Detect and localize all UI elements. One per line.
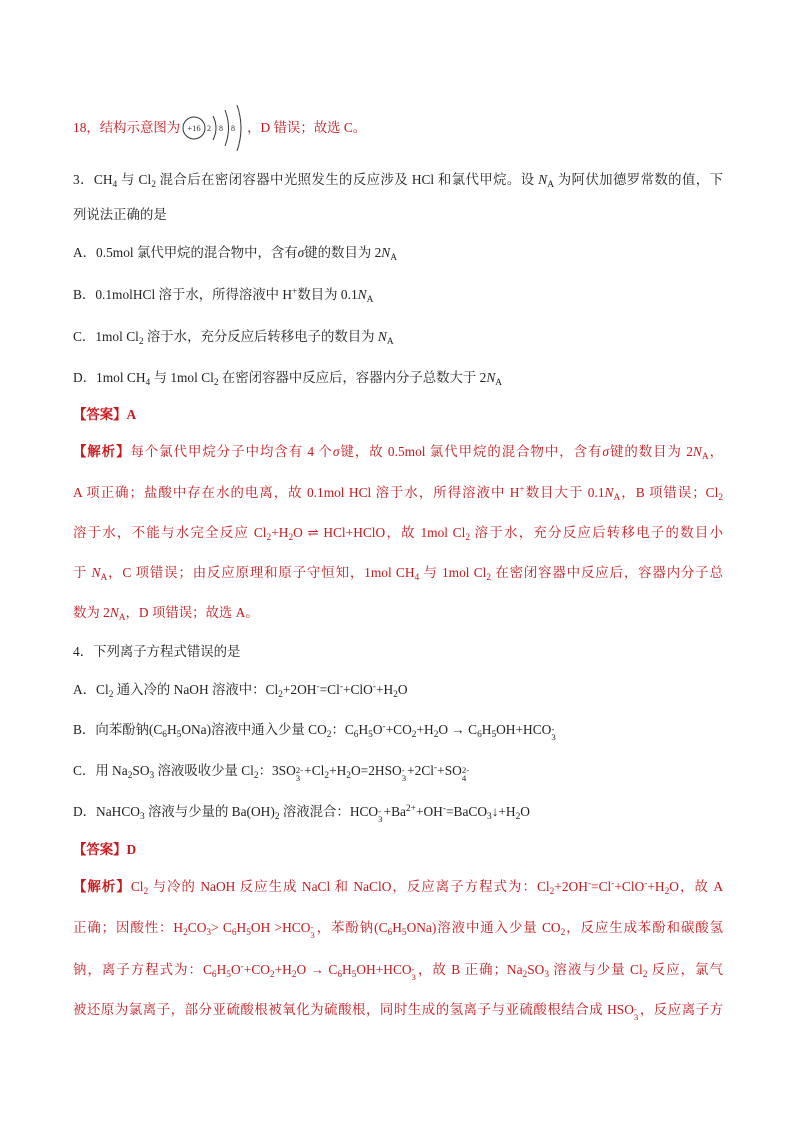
bold-label: 【解析】	[73, 879, 131, 894]
q4-analysis-line-2	[73, 918, 724, 941]
previous-analysis-tail	[73, 105, 723, 151]
text-run: =Cl	[591, 879, 612, 894]
subscript: 6	[353, 730, 359, 740]
text-run: ：C	[331, 722, 354, 737]
superscript: -	[339, 682, 343, 693]
subscript: 2	[549, 887, 555, 897]
subscript: A	[701, 452, 709, 462]
subscript: 3	[544, 970, 550, 980]
q3-analysis-line-2	[73, 483, 723, 503]
q4-option-b	[73, 720, 723, 743]
text-run: OH+HCO	[356, 962, 412, 977]
text-run: +CO	[243, 962, 270, 977]
text-run: 数目为 0.1	[297, 287, 358, 302]
stacked-superscript: 2-	[461, 765, 470, 776]
text-run: ，B 项错误；Cl	[620, 485, 719, 500]
subscript: 2	[143, 887, 149, 897]
text-run: > C	[211, 920, 232, 935]
subscript: 2	[291, 970, 297, 980]
text-run: ，故 B 正确；Na	[416, 962, 523, 977]
text-run: 溶液吸收少量 Cl	[154, 763, 254, 778]
text-run: =BaCO	[445, 804, 487, 819]
bold-label: 【答案】D	[73, 842, 137, 857]
stacked-superscript: 2-	[295, 765, 304, 776]
subscript: A	[366, 295, 374, 305]
stacked-subscript: 3	[378, 814, 383, 825]
subscript: A	[118, 613, 126, 623]
subscript: 6	[337, 970, 343, 980]
shell-1-arc	[213, 116, 216, 140]
q3-analysis-line-4	[73, 563, 723, 583]
text-run: +H	[416, 722, 434, 737]
text-run: SO	[527, 962, 545, 977]
stacked-subscript: 4	[461, 773, 467, 784]
superscript: 2+	[405, 804, 416, 815]
text-run: O → C	[296, 962, 338, 977]
text-run: 键的数目为 2	[609, 444, 693, 459]
text-run: +H	[647, 879, 665, 894]
text-run: ，	[708, 444, 724, 459]
text-run: O ⇌ HCl+HClO，故 1mol Cl	[293, 525, 466, 540]
stacked-superscript: -	[551, 724, 555, 735]
text-run: O → C	[438, 722, 478, 737]
subscript: 2	[127, 771, 133, 781]
subscript: 3	[149, 771, 155, 781]
text-run: ONa)溶液中通入少量 CO	[181, 722, 327, 737]
sub-sup-stack	[310, 924, 314, 940]
subscript: A	[100, 573, 108, 583]
superscript: -	[434, 763, 438, 774]
stacked-superscript: -	[310, 922, 314, 933]
subscript: 6	[231, 928, 237, 938]
subscript: 2	[213, 378, 219, 388]
text-run: ↓+H	[491, 804, 516, 819]
text-run: SO	[132, 763, 150, 778]
text-run: ONa)溶液中通入少量 CO	[406, 920, 561, 935]
text-run: 与冷的 NaOH 反应生成 NaCl 和 NaClO，反应离子方程式为：Cl	[148, 879, 550, 894]
subscript: 2	[326, 730, 332, 740]
subscript: A	[386, 337, 394, 347]
stacked-superscript: -	[401, 765, 405, 776]
text-run: 溶液与少量 Cl	[549, 962, 643, 977]
text-run: ，苯酚钠(C	[315, 920, 388, 935]
text-run: 溶于水，不能与水完全反应 Cl	[73, 525, 267, 540]
shell-2-arc	[225, 110, 229, 146]
subscript: A	[495, 378, 503, 388]
italic-symbol: σ	[602, 444, 609, 459]
text-run: +OH	[415, 804, 443, 819]
italic-symbol: σ	[297, 245, 305, 260]
superscript: -	[611, 879, 615, 890]
italic-symbol: N	[486, 370, 496, 385]
subscript: 3	[487, 812, 492, 822]
text-run: +2Cl	[407, 763, 435, 778]
subscript: 5	[176, 730, 182, 740]
stacked-superscript: -	[411, 964, 415, 975]
q3-stem-line-1	[73, 170, 723, 190]
subscript: 2	[108, 690, 114, 700]
subscript: 2	[411, 730, 417, 740]
sub-sup-stack	[296, 767, 303, 783]
superscript: +	[292, 287, 298, 298]
text-run: ，C 项错误；由反应原理和原子守恒知，1mol CH	[107, 565, 415, 580]
text-run: 4．下列离子方程式错误的是	[73, 644, 241, 659]
q4-analysis-line-1	[73, 877, 723, 897]
intro-text-after: ，D 错误；故选 C。	[247, 120, 367, 135]
text-run: 与 Cl	[117, 172, 152, 187]
subscript: 2	[560, 928, 566, 938]
text-run: 在密闭容器中反应后，容器内分子总数大于 2	[218, 370, 487, 385]
subscript: A	[547, 180, 554, 190]
subscript: 2	[288, 533, 294, 543]
text-run: D．NaHCO	[73, 804, 140, 819]
sub-sup-stack	[412, 966, 416, 982]
stacked-superscript: -	[378, 806, 382, 817]
stacked-subscript: 3	[411, 972, 416, 983]
text-run: H	[236, 920, 247, 935]
text-run: 溶液混合：HCO	[279, 804, 379, 819]
text-run: 正确；因酸性：H	[73, 920, 184, 935]
text-run: 与 1mol Cl	[150, 370, 214, 385]
q4-stem	[73, 642, 723, 662]
text-run: +2OH	[554, 879, 588, 894]
subscript: 6	[162, 730, 167, 740]
subscript: 3	[206, 928, 212, 938]
text-run: Cl	[130, 879, 144, 894]
q4-option-a	[73, 680, 723, 700]
italic-symbol: N	[692, 444, 702, 459]
text-run: 混合后在密闭容器中光照发生的反应涉及 HCl 和氯代甲烷。设	[155, 172, 539, 187]
subscript: 5	[351, 970, 357, 980]
stacked-subscript: 3	[310, 930, 315, 941]
shell-1-electron-count: 2	[207, 124, 212, 133]
text-run: +H	[375, 682, 394, 697]
text-run: 溶于水，充分反应后转移电子的数目为	[143, 329, 378, 344]
text-run: +2OH	[282, 682, 317, 697]
subscript: 5	[491, 730, 497, 740]
text-run: O	[372, 722, 383, 737]
subscript: 2	[274, 812, 280, 822]
subscript: 2	[266, 533, 272, 543]
subscript: 2	[278, 690, 283, 700]
text-run: C．用 Na	[73, 763, 128, 778]
stacked-subscript: 3	[401, 773, 407, 784]
shell-3-arc	[237, 105, 241, 151]
subscript: 2	[151, 180, 156, 190]
text-run: A．0.5mol 氯代甲烷的混合物中，含有	[73, 245, 298, 260]
text-run: ，D 项错误；故选 A。	[125, 605, 259, 620]
intro-text-before: 18，结构示意图为	[73, 120, 181, 135]
subscript: 5	[226, 970, 231, 980]
q4-analysis-line-3	[73, 960, 723, 983]
italic-symbol: N	[91, 565, 101, 580]
subscript: A	[390, 253, 397, 263]
subscript: 2	[515, 812, 521, 822]
text-run: D．1mol CH	[73, 370, 146, 385]
q3-analysis-line-5	[73, 603, 723, 623]
text-run: O	[230, 962, 241, 977]
text-run: ：3SO	[258, 763, 296, 778]
text-run: =Cl	[319, 682, 340, 697]
text-run: C．1mol Cl	[73, 329, 139, 344]
subscript: 4	[414, 573, 420, 583]
subscript: 2	[253, 771, 259, 781]
italic-symbol: σ	[332, 444, 340, 459]
subscript: 2	[522, 970, 528, 980]
text-run: H	[166, 722, 177, 737]
text-run: +SO	[437, 763, 462, 778]
text-run: 与 1mol Cl	[419, 565, 487, 580]
text-run: A．Cl	[73, 682, 109, 697]
text-run: H	[342, 962, 352, 977]
subscript: 2	[433, 730, 439, 740]
text-run: 在密闭容器中反应后，容器内分子总	[491, 565, 723, 580]
italic-symbol: N	[377, 329, 387, 344]
atomic-structure-diagram	[182, 104, 246, 152]
text-run: 被还原为氯离子，部分亚硫酸根被氧化为硫酸根，同时生成的氢离子与亚硫酸根结合成 HSO	[73, 1002, 634, 1017]
q3-option-b	[73, 285, 723, 305]
text-run: 反应，氯气	[647, 962, 723, 977]
subscript: 2	[642, 970, 648, 980]
text-run: 键的数目为 2	[304, 245, 382, 260]
text-run: 数目大于 0.1	[524, 485, 605, 500]
q3-analysis-line-3	[73, 523, 723, 543]
subscript: 6	[211, 970, 217, 980]
text-run: H	[481, 722, 492, 737]
q4-answer	[73, 840, 723, 860]
text-run: +Ba	[383, 804, 406, 819]
stacked-subscript: 3	[295, 773, 301, 784]
text-run: O	[397, 682, 408, 697]
text-run: 溶液与少量的 Ba(OH)	[144, 804, 275, 819]
text-run: B．0.1molHCl 溶于水，所得溶液中 H	[73, 287, 293, 302]
superscript: -	[442, 804, 446, 815]
sub-sup-stack	[634, 1006, 638, 1022]
text-run: 钠，离子方程式为：C	[73, 962, 212, 977]
text-run: 通入冷的 NaOH 溶液中：Cl	[113, 682, 279, 697]
subscript: 5	[246, 928, 251, 938]
text-run: H	[358, 722, 369, 737]
text-run: O，故 A	[669, 879, 723, 894]
text-run: 溶于水，充分反应后转移电子的数目小	[470, 525, 723, 540]
q3-option-a	[73, 243, 723, 263]
subscript: 6	[477, 730, 482, 740]
sub-sup-stack	[378, 808, 382, 824]
q3-answer	[73, 405, 723, 425]
text-run: H	[216, 962, 227, 977]
italic-symbol: N	[381, 245, 391, 260]
text-run: +H	[274, 962, 292, 977]
text-run: 每个氯代甲烷分子中均含有 4 个	[130, 444, 333, 459]
text-run: H	[392, 920, 402, 935]
superscript: -	[382, 722, 386, 733]
italic-symbol: N	[357, 287, 367, 302]
q3-analysis-line-1	[73, 442, 723, 462]
q4-option-d	[73, 802, 723, 825]
subscript: 2	[269, 970, 275, 980]
text-run: B．向苯酚钠(C	[73, 722, 163, 737]
subscript: 2	[393, 690, 398, 700]
text-run: 于	[73, 565, 92, 580]
q3-option-c	[73, 327, 723, 347]
subscript: 2	[183, 928, 188, 938]
text-run: +ClO	[342, 682, 373, 697]
text-run: ，反应生成苯酚和碳酸氢	[565, 920, 724, 935]
superscript: -	[240, 962, 244, 973]
bold-label: 【答案】A	[73, 407, 137, 422]
bold-label: 【解析】	[73, 444, 131, 459]
subscript: 2	[718, 493, 724, 503]
superscript: -	[372, 682, 376, 693]
q3-stem-line-2	[73, 205, 723, 225]
text-run: 键，故 0.5mol 氯代甲烷的混合物中，含有	[339, 444, 603, 459]
text-run: +H	[329, 763, 347, 778]
superscript: -	[316, 682, 320, 693]
subscript: 4	[145, 378, 151, 388]
sub-sup-stack	[551, 726, 555, 742]
text-run: ，反应离子方	[639, 1002, 723, 1017]
text-run: +H	[271, 525, 289, 540]
subscript: 5	[368, 730, 373, 740]
text-run: O=2HSO	[350, 763, 402, 778]
text-run: OH+HCO	[496, 722, 552, 737]
stacked-subscript: 3	[551, 732, 556, 743]
superscript: -	[644, 879, 648, 890]
nucleus-charge: +16	[187, 123, 201, 133]
stacked-superscript: -	[633, 1004, 637, 1015]
q4-analysis-line-4	[73, 1000, 723, 1023]
text-run: A 项正确；盐酸中存在水的电离，故 0.1mol HCl 溶于水，所得溶液中 H	[73, 485, 520, 500]
q4-option-c	[73, 761, 723, 784]
stacked-subscript: 3	[633, 1012, 639, 1023]
text-run: +ClO	[614, 879, 645, 894]
superscript: +	[519, 485, 525, 496]
subscript: 2	[465, 533, 470, 543]
text-run: O	[520, 804, 530, 819]
subscript: 3	[139, 812, 145, 822]
italic-symbol: N	[604, 485, 614, 500]
text-run: 数为 2	[73, 605, 110, 620]
text-run: OH >HCO	[250, 920, 311, 935]
subscript: 4	[112, 180, 118, 190]
subscript: 2	[664, 887, 670, 897]
superscript: -	[587, 879, 592, 890]
sub-sup-stack	[462, 767, 469, 783]
italic-symbol: N	[109, 605, 119, 620]
text-run: 3．CH	[73, 172, 113, 187]
subscript: 2	[138, 337, 144, 347]
text-run: 列说法正确的是	[73, 207, 167, 222]
text-run: CO	[187, 920, 207, 935]
q3-option-d	[73, 368, 723, 388]
subscript: 2	[486, 573, 492, 583]
italic-symbol: N	[538, 172, 548, 187]
subscript: 5	[401, 928, 407, 938]
subscript: A	[613, 493, 621, 503]
subscript: 2	[324, 771, 330, 781]
text-run: 为阿伏加德罗常数的值，下	[554, 172, 723, 187]
text-run: +Cl	[304, 763, 325, 778]
subscript: 6	[387, 928, 393, 938]
shell-2-electron-count: 8	[219, 124, 224, 133]
shell-3-electron-count: 8	[231, 124, 236, 133]
sub-sup-stack	[402, 767, 406, 783]
subscript: 2	[346, 771, 351, 781]
text-run: +CO	[385, 722, 412, 737]
